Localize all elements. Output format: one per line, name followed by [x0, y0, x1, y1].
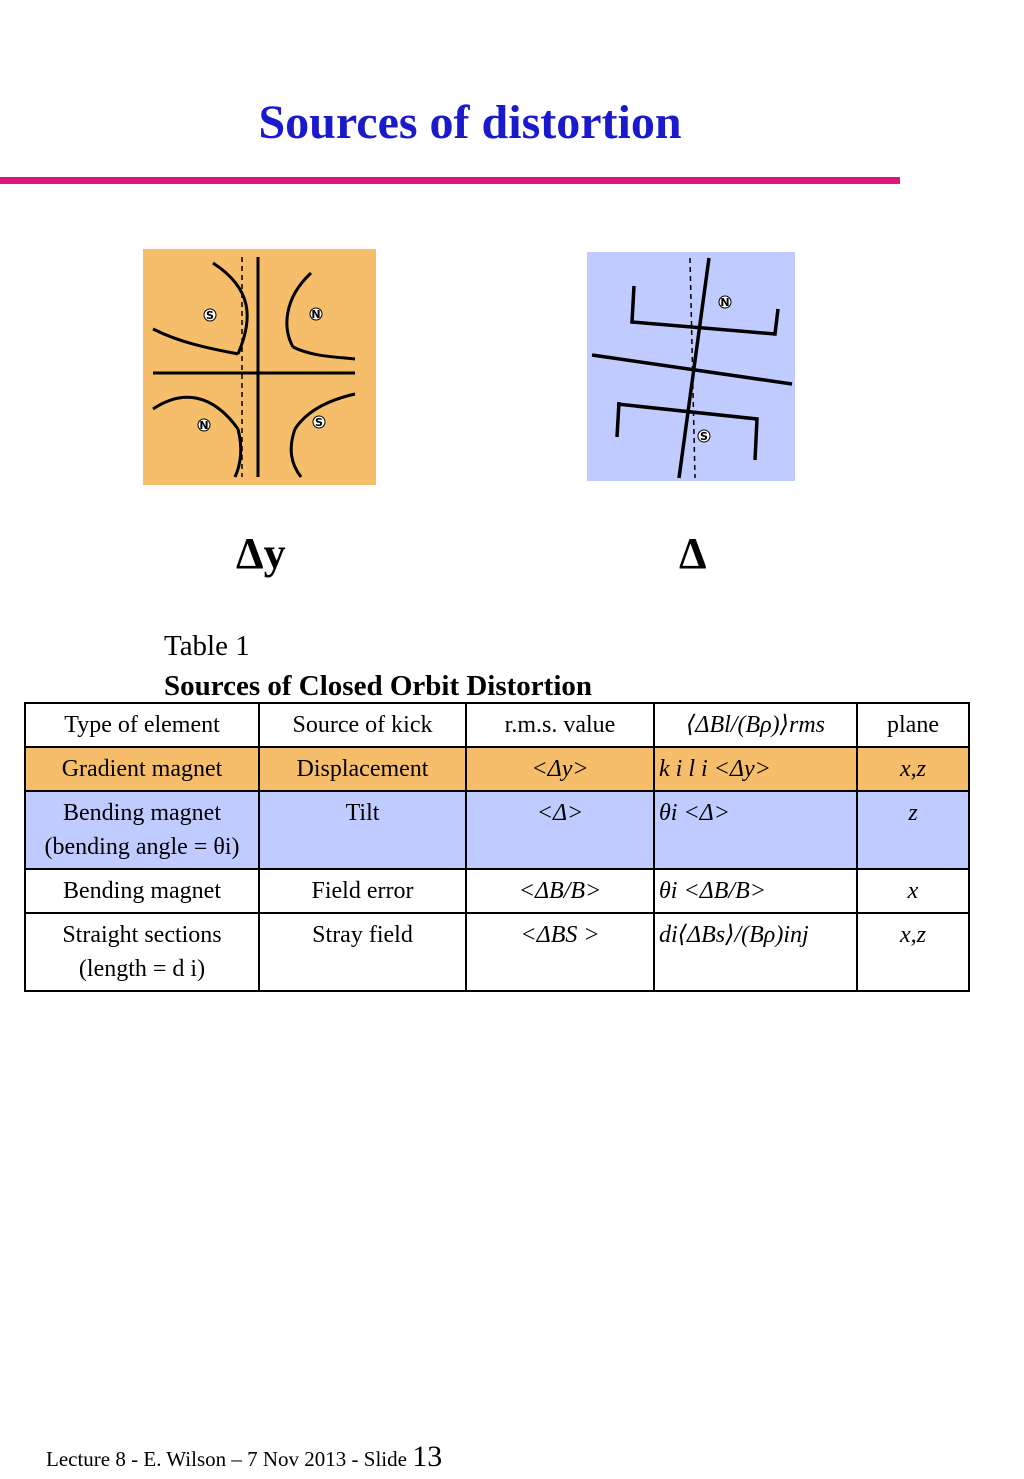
header-cell: r.m.s. value: [466, 703, 654, 747]
cell-plane: z: [857, 791, 969, 869]
cell-rms: <ΔBS >: [466, 913, 654, 991]
cell-source: Field error: [259, 869, 466, 913]
header-cell: Type of element: [25, 703, 259, 747]
cell-type: Gradient magnet: [25, 747, 259, 791]
delta-label: Δ: [679, 529, 707, 578]
slide-number: 13: [412, 1440, 443, 1473]
table-row: [25, 791, 969, 869]
cell-plane: x,z: [857, 913, 969, 991]
cell-source: Displacement: [259, 747, 466, 791]
header-cell: plane: [857, 703, 969, 747]
cell-source: Stray field: [259, 913, 466, 991]
closed-orbit-table: [24, 702, 970, 992]
dipole-diagram: [587, 252, 795, 481]
cell-type: Bending magnet: [25, 869, 259, 913]
cell-plane: x,z: [857, 747, 969, 791]
footer-text: Lecture 8 - E. Wilson – 7 Nov 2013 - Slide: [46, 1447, 407, 1471]
pole-label: S: [206, 309, 214, 322]
cell-kick: k i l i <Δy>: [654, 747, 857, 791]
cell-kick: di⟨ΔBs⟩/(Bρ)inj: [654, 913, 857, 991]
pole-label: N: [311, 308, 321, 321]
table-row: [25, 869, 969, 913]
page-title: Sources of distortion: [258, 96, 682, 149]
delta-y-label: Δy: [236, 529, 286, 578]
slide-footer: [46, 1440, 442, 1474]
table-header-row: [25, 703, 969, 747]
cell-type: Straight sections (length = d i): [25, 913, 259, 991]
pole-label: S: [315, 416, 323, 429]
header-cell: ⟨ΔBl/(Bρ)⟩rms: [654, 703, 857, 747]
cell-kick: θi <Δ>: [654, 791, 857, 869]
table-title: Sources of Closed Orbit Distortion: [164, 670, 593, 702]
pole-label: N: [199, 419, 209, 432]
cell-rms: <Δy>: [466, 747, 654, 791]
pole-label: N: [720, 296, 730, 309]
cell-rms: <Δ>: [466, 791, 654, 869]
cell-source: Tilt: [259, 791, 466, 869]
pole-label: S: [700, 430, 708, 443]
table-row: [25, 747, 969, 791]
cell-type: Bending magnet (bending angle = θi): [25, 791, 259, 869]
cell-kick: θi <ΔB/B>: [654, 869, 857, 913]
table-row: [25, 913, 969, 991]
table-number: Table 1: [164, 630, 250, 662]
cell-rms: <ΔB/B>: [466, 869, 654, 913]
header-cell: Source of kick: [259, 703, 466, 747]
cell-plane: x: [857, 869, 969, 913]
title-divider: [0, 177, 900, 184]
quadrupole-diagram: [143, 249, 376, 485]
